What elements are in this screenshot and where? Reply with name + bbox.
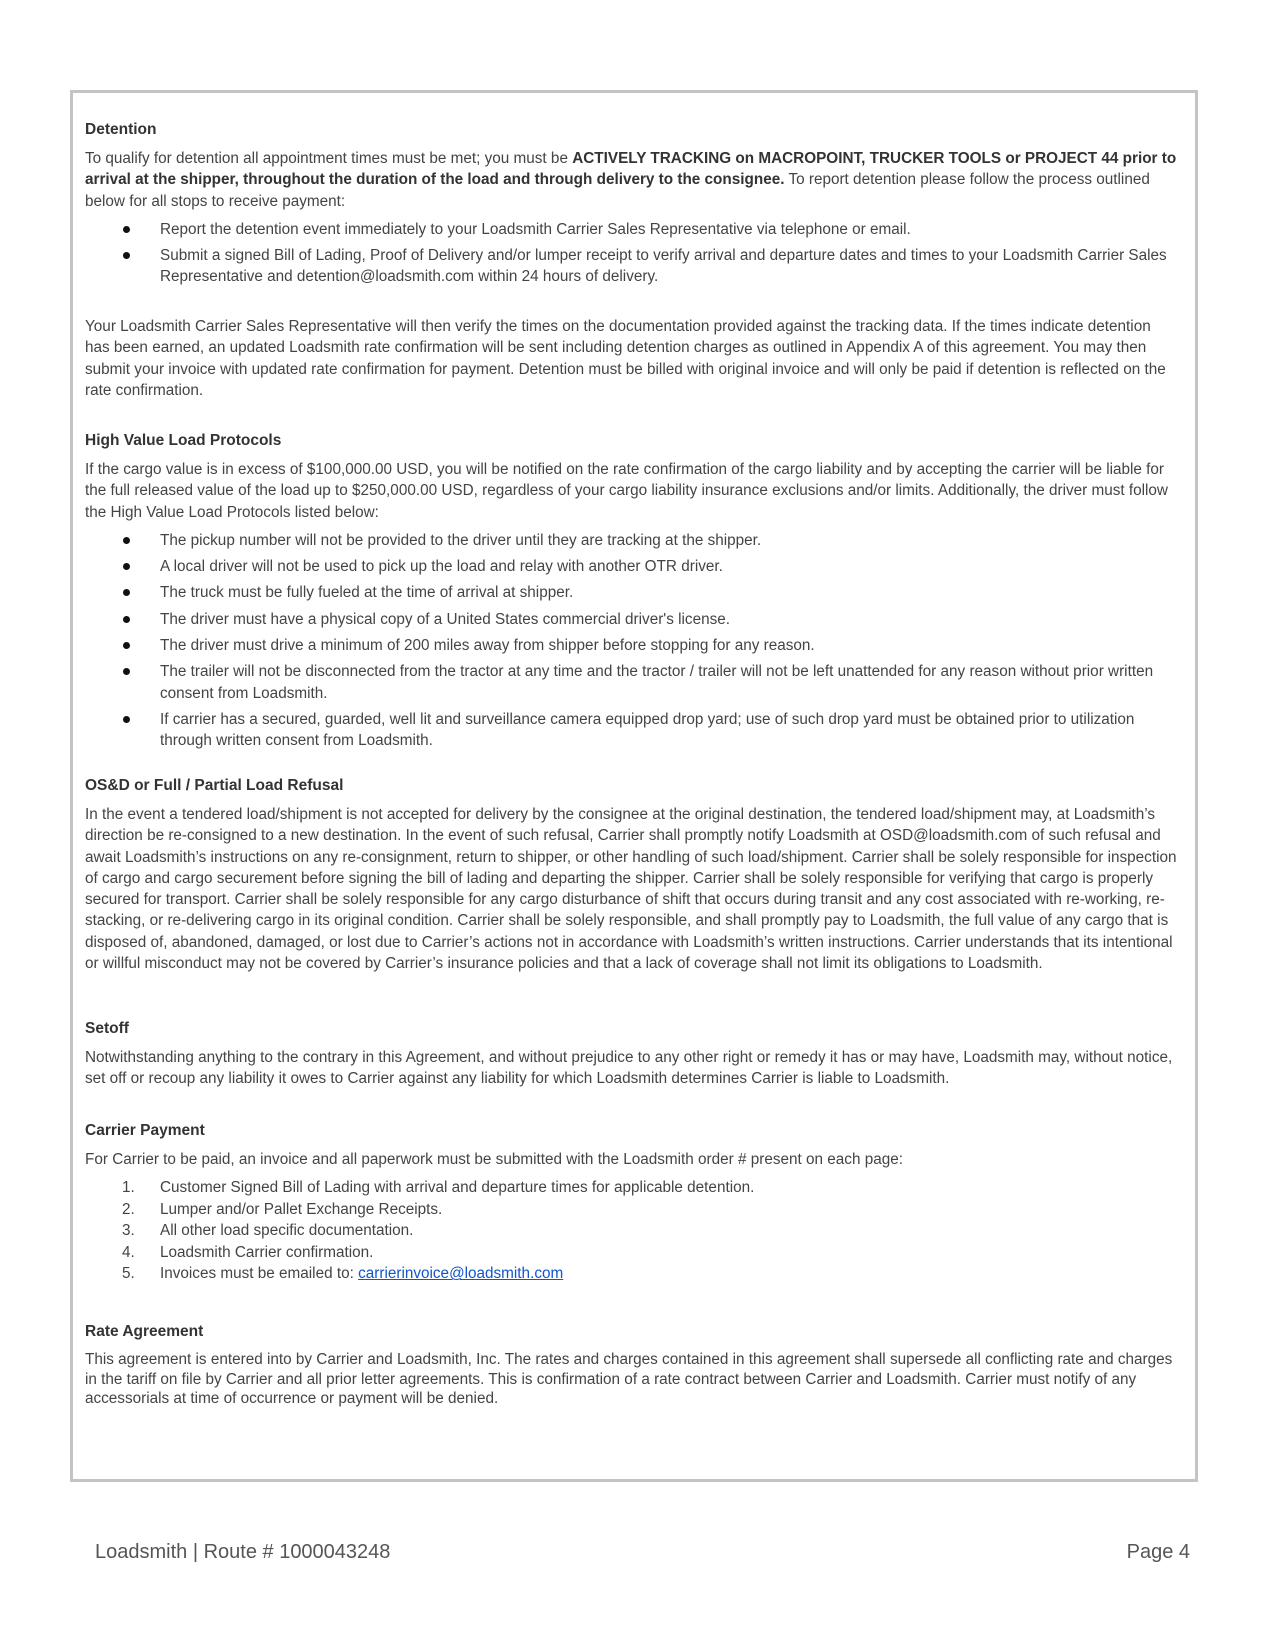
setoff-section (85, 1020, 1179, 1090)
list-item-text: Lumper and/or Pallet Exchange Receipts. (160, 1200, 443, 1218)
bullet-icon (123, 616, 130, 623)
section-heading: Rate Agreement (85, 1323, 204, 1340)
section-heading: Carrier Payment (85, 1122, 205, 1139)
list-item (85, 1177, 1179, 1199)
list-number: 4. (122, 1243, 135, 1261)
section-heading: Detention (85, 121, 157, 138)
rate-body: This agreement is entered into by Carrier and Loadsmith, Inc. The rates and charges contained in this agreement shall supersede all conflicting rate and charges in the tariff on file by Carrier and all prior letter agreements. This is confirmation of a rate contract between Carrier and Loadsmith. Carrier must notify of any accessorials at time of occurrence or payment will be denied. (85, 1351, 1173, 1407)
setoff-body: Notwithstanding anything to the contrary in this Agreement, and without prejudice to any other right or remedy it has or may have, Loadsmith may, without notice, set off or recoup any liability it owes to Carrier against any liability for which Loadsmith determines Carrier is liable to Loadsmith. (85, 1049, 1173, 1088)
list-item-text: The driver must have a physical copy of a United States commercial driver's license. (160, 610, 730, 628)
list-number: 3. (122, 1222, 135, 1240)
list-item (85, 1263, 1179, 1285)
high-value-intro: If the cargo value is in excess of $100,000.00 USD, you will be notified on the rate confirmation of the cargo liability and by accepting the carrier will be liable for the full released value of the load up to $250,000.00 USD, regardless of your cargo liability insurance exclusions and/or limits. Additionally, the driver must follow the High Value Load Protocols listed below: (85, 461, 1168, 521)
detention-intro (85, 148, 1179, 212)
intro-bold-text: ACTIVELY TRACKING on MACROPOINT, TRUCKER TOOLS or PROJECT 44 prior to arrival at the shipper, throughout the duration of the load and through delivery to the consignee. (85, 150, 1177, 189)
bullet-icon (123, 226, 130, 233)
list-item (85, 582, 1179, 603)
list-item (85, 556, 1179, 577)
list-number: 5. (122, 1265, 135, 1283)
bullet-icon (123, 589, 130, 596)
list-item-text: All other load specific documentation. (160, 1222, 414, 1240)
detention-section (85, 121, 1179, 293)
list-item (85, 709, 1179, 752)
list-item (85, 661, 1179, 704)
list-item-text: A local driver will not be used to pick up the load and relay with another OTR driver. (160, 558, 723, 576)
osd-section (85, 777, 1179, 974)
list-number: 1. (122, 1179, 135, 1197)
footer-route: Loadsmith | Route # 1000043248 (95, 1541, 391, 1563)
section-heading: High Value Load Protocols (85, 432, 282, 449)
list-item (85, 635, 1179, 656)
page-footer (95, 1541, 1190, 1564)
high-value-bullet-list (85, 530, 1179, 752)
list-item-text: The pickup number will not be provided to the driver until they are tracking at the shipper. (160, 531, 762, 549)
intro-text-end: To report detention please follow the process outlined below for all stops to receive payment: (85, 171, 1150, 210)
high-value-section (85, 432, 1179, 757)
bullet-icon (123, 537, 130, 544)
list-item (85, 530, 1179, 551)
bullet-icon (123, 252, 130, 259)
list-item-text: If carrier has a secured, guarded, well lit and surveillance camera equipped drop yard; use of such drop yard must be obtained prior to utilization through written consent from Loadsmith. (160, 710, 1135, 750)
intro-text: To qualify for detention all appointment times must be met; you must be (85, 150, 573, 167)
list-item-text: Submit a signed Bill of Lading, Proof of Delivery and/or lumper receipt to verify arrival and departure dates and times to your Loadsmith Carrier Sales Representative and detention@loadsmith.com within 24 hours of delivery. (160, 247, 1167, 286)
list-item (85, 1242, 1179, 1264)
list-item-text: Customer Signed Bill of Lading with arrival and departure times for applicable detention. (160, 1179, 755, 1197)
payment-section (85, 1122, 1179, 1285)
document-frame (70, 90, 1198, 1482)
detention-bullet-list (85, 219, 1179, 288)
list-item-text: Invoices must be emailed to: (160, 1265, 359, 1283)
list-item-text: The driver must drive a minimum of 200 miles away from shipper before stopping for any reason. (160, 637, 815, 655)
detention-followup (85, 316, 1179, 401)
list-item-text: The trailer will not be disconnected from the tractor at any time and the tractor / trailer will not be left unattended for any reason without prior written consent from Loadsmith. (160, 663, 1154, 702)
bullet-icon (123, 668, 130, 675)
section-heading: OS&D or Full / Partial Load Refusal (85, 777, 344, 794)
list-item (85, 1199, 1179, 1221)
list-item-text: The truck must be fully fueled at the time of arrival at shipper. (160, 584, 574, 602)
payment-numbered-list (85, 1177, 1179, 1285)
bullet-icon (123, 716, 130, 723)
list-item (85, 609, 1179, 630)
payment-intro: For Carrier to be paid, an invoice and all paperwork must be submitted with the Loadsmith order # present on each page: (85, 1151, 903, 1168)
list-number: 2. (122, 1200, 135, 1218)
list-item (85, 219, 1179, 240)
bullet-icon (123, 642, 130, 649)
section-heading: Setoff (85, 1020, 129, 1037)
list-item (85, 245, 1179, 288)
detention-followup-text: Your Loadsmith Carrier Sales Representative will then verify the times on the documentation provided against the tracking data. If the times indicate detention has been earned, an updated Loadsmith rate confirmation will be sent including detention charges as outlined in Appendix A of this agreement. You may then submit your invoice with updated rate confirmation for payment. Detention must be billed with original invoice and will only be paid if detention is reflected on the rate confirmation. (85, 318, 1166, 399)
invoice-email-link[interactable]: carrierinvoice@loadsmith.com (358, 1265, 564, 1283)
list-item-text: Report the detention event immediately to your Loadsmith Carrier Sales Representative via telephone or email. (160, 220, 911, 238)
bullet-icon (123, 563, 130, 570)
page-number: Page 4 (1126, 1541, 1190, 1563)
rate-section (85, 1323, 1179, 1409)
list-item (85, 1220, 1179, 1242)
list-item-text: Loadsmith Carrier confirmation. (160, 1243, 374, 1261)
osd-body: In the event a tendered load/shipment is not accepted for delivery by the consignee at the original destination, the tendered load/shipment may, at Loadsmith’s direction be re-consigned to a new destination. In the event of such refusal, Carrier shall promptly notify Loadsmith at OSD@loadsmith.com of such refusal and await Loadsmith’s instructions on any re-consignment, return to shipper, or other handling of such load/shipment. Carrier shall be solely responsible for inspection of cargo and cargo securement before signing the bill of lading and departing the shipper. Carrier shall be solely responsible for verifying that cargo is properly secured for transport. Carrier shall be solely responsible for any cargo disturbance of shift that occurs during transit and any cost associated with re-working, re-stacking, or re-delivering cargo in its original condition. Carrier shall be solely responsible, and shall promptly pay to Loadsmith, the full value of any cargo that is disposed of, abandoned, damaged, or lost due to Carrier’s actions not in accordance with Loadsmith’s written instructions. Carrier understands that its intentional or willful misconduct may not be covered by Carrier’s insurance policies and that a lack of coverage shall not limit its obligations to Loadsmith. (85, 806, 1177, 973)
